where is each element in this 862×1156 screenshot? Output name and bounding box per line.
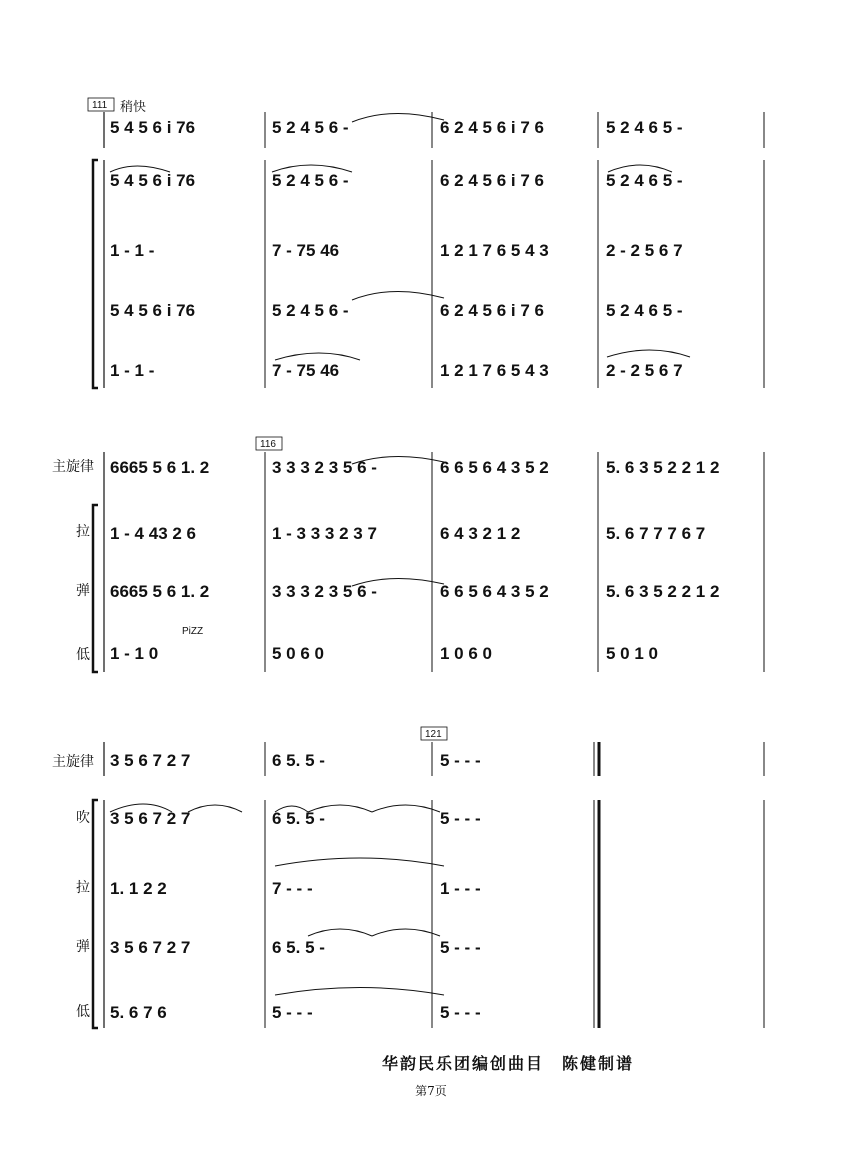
pizz-marking: PiZZ xyxy=(182,626,204,637)
measure-notation: 6 5. 5 - xyxy=(272,751,325,770)
measure-notation: 5 0 6 0 xyxy=(272,644,324,663)
part-label-bow: 拉 xyxy=(76,524,90,540)
measure-notation: 6 4 3 2 1 2 xyxy=(440,524,521,543)
measure-notation: 6 6 5 6 4 3 5 2 xyxy=(440,582,549,601)
measure-notation: 3 5 6 7 2 7 xyxy=(110,809,191,828)
measure-notation: 5 4 5 6 i 76 xyxy=(110,171,196,190)
measure-notation: 3 5 6 7 2 7 xyxy=(110,751,191,770)
measure-notation: 5 2 4 5 6 - xyxy=(272,171,349,190)
measure-notation: 6665 5 6 1. 2 xyxy=(110,458,210,477)
measure-notation: 6 2 4 5 6 i 7 6 xyxy=(440,301,544,320)
measure-notation: 2 - 2 5 6 7 xyxy=(606,241,683,260)
measure-notation: 6 2 4 5 6 i 7 6 xyxy=(440,118,544,137)
part-label-bow: 拉 xyxy=(76,880,90,896)
measure-notation: 5. 6 3 5 2 2 1 2 xyxy=(606,582,720,601)
measure-notation: 1 - 1 0 xyxy=(110,644,159,663)
part-label-pluck: 弹 xyxy=(76,939,90,955)
notation-cells xyxy=(110,118,719,1022)
measure-notation: 6665 5 6 1. 2 xyxy=(110,582,210,601)
measure-notation: 5. 6 7 7 7 6 7 xyxy=(606,524,706,543)
credit-line xyxy=(382,1051,634,1074)
measure-notation: 5 - - - xyxy=(440,809,481,828)
measure-notation: 3 5 6 7 2 7 xyxy=(110,938,191,957)
measure-notation: 5 4 5 6 i 76 xyxy=(110,118,196,137)
measure-notation: 1 - 3 3 3 2 3 7 xyxy=(272,524,377,543)
page-number: 第7页 xyxy=(415,1084,447,1098)
measure-notation: 5 - - - xyxy=(440,1003,481,1022)
part-label-main: 主旋律 xyxy=(52,459,94,475)
measure-notation: 5 2 4 5 6 - xyxy=(272,301,349,320)
measure-notation: 6 6 5 6 4 3 5 2 xyxy=(440,458,549,477)
part-label-wind: 吹 xyxy=(76,810,90,826)
measure-notation: 1 - 1 - xyxy=(110,361,155,380)
measure-notation: 5 4 5 6 i 76 xyxy=(110,301,196,320)
rehearsal-mark-121: 121 xyxy=(425,729,442,740)
measure-notation: 6 2 4 5 6 i 7 6 xyxy=(440,171,544,190)
measure-notation: 5 2 4 6 5 - xyxy=(606,301,683,320)
measure-notation: 5 2 4 6 5 - xyxy=(606,171,683,190)
part-label-main: 主旋律 xyxy=(52,754,94,770)
measure-notation: 1 2 1 7 6 5 4 3 xyxy=(440,241,549,260)
measure-notation: 1 - 1 - xyxy=(110,241,155,260)
measure-notation: 7 - - - xyxy=(272,879,313,898)
measure-notation: 5 - - - xyxy=(440,751,481,770)
rehearsal-mark-116: 116 xyxy=(260,439,276,450)
measure-notation: 1 0 6 0 xyxy=(440,644,492,663)
rehearsal-mark-111: 111 xyxy=(92,100,108,111)
measure-notation: 2 - 2 5 6 7 xyxy=(606,361,683,380)
measure-notation: 1 - - - xyxy=(440,879,481,898)
measure-notation: 5 2 4 5 6 - xyxy=(272,118,349,137)
measure-notation: 3 3 3 2 3 5 6 - xyxy=(272,458,377,477)
measure-notation: 7 - 75 46 xyxy=(272,241,340,260)
measure-notation: 5 0 1 0 xyxy=(606,644,658,663)
measure-notation: 5 2 4 6 5 - xyxy=(606,118,683,137)
tempo-marking: 稍快 xyxy=(120,100,147,115)
composer-credit: 陈健制谱 xyxy=(562,1054,635,1073)
measure-notation: 5 - - - xyxy=(272,1003,313,1022)
measure-notation: 1. 1 2 2 xyxy=(110,879,167,898)
part-label-bass: 低 xyxy=(76,1004,90,1020)
measure-notation: 5 - - - xyxy=(440,938,481,957)
ensemble-credit: 华韵民乐团编创曲目 xyxy=(382,1054,545,1073)
measure-notation: 6 5. 5 - xyxy=(272,938,325,957)
part-label-pluck: 弹 xyxy=(76,583,90,599)
part-label-bass: 低 xyxy=(76,647,90,663)
measure-notation: 6 5. 5 - xyxy=(272,809,325,828)
measure-notation: 1 2 1 7 6 5 4 3 xyxy=(440,361,549,380)
measure-notation: 3 3 3 2 3 5 6 - xyxy=(272,582,377,601)
measure-notation: 1 - 4 43 2 6 xyxy=(110,524,197,543)
measure-notation: 7 - 75 46 xyxy=(272,361,340,380)
measure-notation: 5. 6 7 6 xyxy=(110,1003,167,1022)
measure-notation: 5. 6 3 5 2 2 1 2 xyxy=(606,458,720,477)
